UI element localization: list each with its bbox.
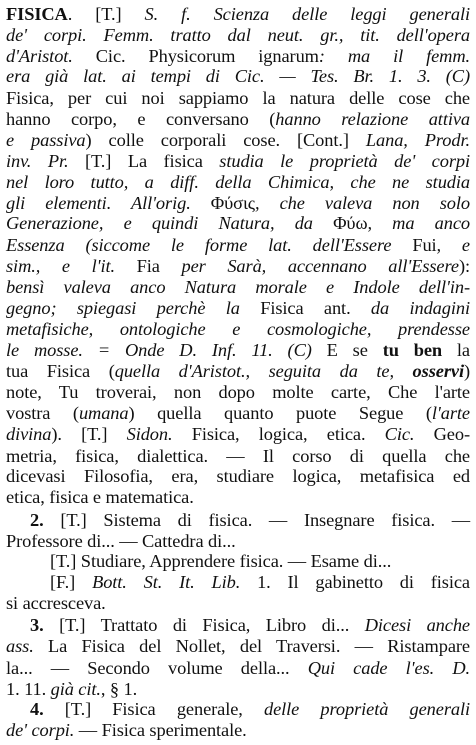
entry-text-run: hanno corpo, e conversano ( [6, 108, 276, 129]
entry-text-run: la... — Secondo volume della... [6, 657, 308, 678]
entry-text-run: La Fisica del Nollet, del Traversi. — Ristampare [33, 636, 470, 657]
entry-line [6, 277, 470, 298]
entry-text-run: quella d'Aristot., seguita da te, [114, 360, 413, 381]
entry-line [6, 46, 470, 67]
entry-text-run: 3. [30, 615, 44, 636]
entry-text-run: e passiva [6, 129, 86, 150]
entry-line [6, 213, 470, 234]
entry-text-run: 1. Il gabinetto di fisica [240, 572, 470, 593]
entry-text-run: osservi [412, 360, 464, 381]
entry-line [6, 25, 470, 46]
entry-text-run: FISICA [6, 4, 68, 24]
entry-text-run: [T.] La fisica [68, 151, 220, 172]
entry-text-run: Essenza (siccome le forme lat. dell'Essere [6, 235, 413, 256]
entry-text-run: ). [T.] [51, 423, 127, 444]
entry-line [6, 720, 470, 741]
entry-text-run: Φύω [333, 213, 368, 234]
entry-line [6, 487, 470, 508]
entry-text-run: de' corpi. Femm. tratto dal neut. gr., tit. dell'opera [6, 24, 470, 45]
entry-text-run: E se [311, 339, 383, 360]
entry-line [6, 382, 470, 403]
entry-text-run: era già lat. ai tempi di Cic. — Tes. Br. 1. 3. (C) [6, 66, 470, 87]
entry-line [50, 551, 470, 572]
entry-text-run: [T.] Fisica generale, [43, 699, 264, 720]
entry-text-run: inv. Pr. [6, 151, 69, 172]
entry-text-run: ): [458, 255, 470, 276]
entry-text-run: de' corpi. [6, 720, 75, 741]
entry-text-run: ) colle corporali cose. [Cont.] [85, 129, 366, 150]
entry-line [6, 130, 470, 151]
entry-text-run: Dicesi anche [364, 615, 470, 636]
entry-line [6, 424, 470, 445]
entry-text-run: hanno relazione attiva [275, 108, 470, 129]
entry-text-run: Professore di... — Cattedra di... [6, 530, 236, 551]
entry-text-run: , § 1. [100, 678, 138, 699]
entry-line [6, 256, 470, 277]
entry-text-run: Fisica ant. [260, 298, 351, 319]
entry-line [6, 403, 470, 424]
entry-line [6, 4, 470, 25]
entry-text-run: Fui [412, 235, 437, 256]
entry-line [6, 446, 470, 467]
entry-text-run: tua Fisica ( [6, 360, 115, 381]
entry-line [6, 172, 470, 193]
entry-line [6, 636, 470, 657]
entry-text-run: Fisica, logica, etica. [172, 423, 385, 444]
entry-line [6, 679, 470, 700]
entry-text-run: — Fisica sperimentale. [74, 720, 247, 741]
entry-text-run: la [442, 339, 470, 360]
entry-text-run: : ma il femm. [318, 45, 471, 66]
entry-line [6, 109, 470, 130]
entry-line [6, 66, 470, 87]
entry-text-run: , e [436, 235, 470, 256]
entry-line [30, 510, 470, 531]
entry-text-run: metafisiche, ontologiche e cosmologiche, prendesse [6, 319, 470, 340]
entry-line [6, 531, 470, 552]
entry-text-run: bensì valeva anco Natura morale e Indole dell'in- [6, 276, 470, 297]
entry-text-run: 1. 11. [6, 678, 51, 699]
entry-text-run: Sidon. [126, 423, 173, 444]
entry-text-run: [F.] [50, 572, 93, 593]
entry-text-run: vostra ( [6, 403, 79, 424]
entry-text-run: 4. [30, 699, 44, 720]
entry-text-run: già cit. [50, 678, 101, 699]
entry-text-run: metria, fisica, dialettica. — Il corso di quella che [6, 445, 470, 466]
entry-text-run: si accresceva. [6, 592, 106, 613]
entry-text-run: Generazione, e quindi Natura, da [6, 213, 334, 234]
entry-text-run: studia le proprietà de' corpi [219, 151, 470, 172]
entry-text-run: Lana, Prodr. [365, 129, 471, 150]
entry-line [6, 319, 470, 340]
entry-text-run: Φύσις [210, 192, 255, 213]
entry-line [6, 593, 470, 614]
entry-line [30, 699, 470, 720]
entry-text-run: . [T.] [67, 4, 145, 24]
entry-text-run: umana [78, 403, 129, 424]
entry-line [30, 615, 470, 636]
entry-text-run: [T.] Studiare, Apprendere fisica. — Esame di... [50, 551, 392, 572]
entry-text-run: Physicorum ignarum [125, 45, 319, 66]
entry-line [6, 298, 470, 319]
entry-text-run: [T.] Trattato di Fisica, Libro di... [43, 615, 365, 636]
entry-text-run: S. f. Scienza delle leggi generali [144, 4, 470, 24]
entry-text-run: d'Aristot. [6, 45, 96, 66]
entry-text-run: note, Tu troverai, non dopo molte carte, Che l'arte [6, 382, 470, 403]
entry-line [50, 572, 470, 593]
entry-text-run: Cic. [384, 423, 415, 444]
entry-line [6, 151, 470, 172]
entry-text-run: le mosse. = Onde D. Inf. 11. (C) [6, 339, 312, 360]
entry-line [6, 88, 470, 109]
entry-text-run: , che valeva non solo [254, 192, 470, 213]
entry-text-run: per Sarà, accennano all'Essere [159, 255, 459, 276]
entry-text-run: nel loro tutto, a diff. della Chimica, che ne studia [6, 171, 470, 192]
entry-text-run: Geo- [414, 423, 470, 444]
entry-line [6, 193, 470, 214]
entry-text-run: etica, fisica e matematica. [6, 487, 194, 508]
entry-text-run: ) quella quanto puote Segue ( [128, 403, 432, 424]
entry-text-run: Bott. St. It. Lib. [92, 572, 241, 593]
entry-text-run: tu ben [382, 339, 443, 360]
entry-text-run: divina [6, 423, 52, 444]
entry-text-run: da indagini [350, 298, 470, 319]
entry-text-run: ) [463, 360, 470, 381]
entry-text-run: gegno; spiegasi perchè la [6, 298, 261, 319]
entry-text-run: gli elementi. All'orig. [6, 192, 211, 213]
entry-line [6, 466, 470, 487]
entry-text-run: Fisica, per cui noi sappiamo la natura delle cose che [6, 87, 470, 108]
entry-text-run: ass. [6, 636, 34, 657]
entry-line [6, 658, 470, 679]
entry-text-run: , ma anco [367, 213, 470, 234]
entry-line [6, 361, 470, 382]
entry-text-run: Qui cade l'es. D. [307, 657, 470, 678]
entry-text-run: 2. [30, 509, 44, 530]
entry-text-run: dicevasi Filosofia, era, studiare logica, metafisica ed [6, 466, 470, 487]
entry-text-run: Cic. [95, 45, 126, 66]
entry-line [6, 235, 470, 256]
entry-text-run: [T.] Sistema di fisica. — Insegnare fisica. — [43, 509, 470, 530]
entry-text-run: l'arte [431, 403, 470, 424]
entry-text-run: sim., e l'it. [6, 255, 137, 276]
entry-text-run: Fia [136, 255, 160, 276]
entry-text-run: delle proprietà generali [263, 699, 470, 720]
entry-line [6, 340, 470, 361]
